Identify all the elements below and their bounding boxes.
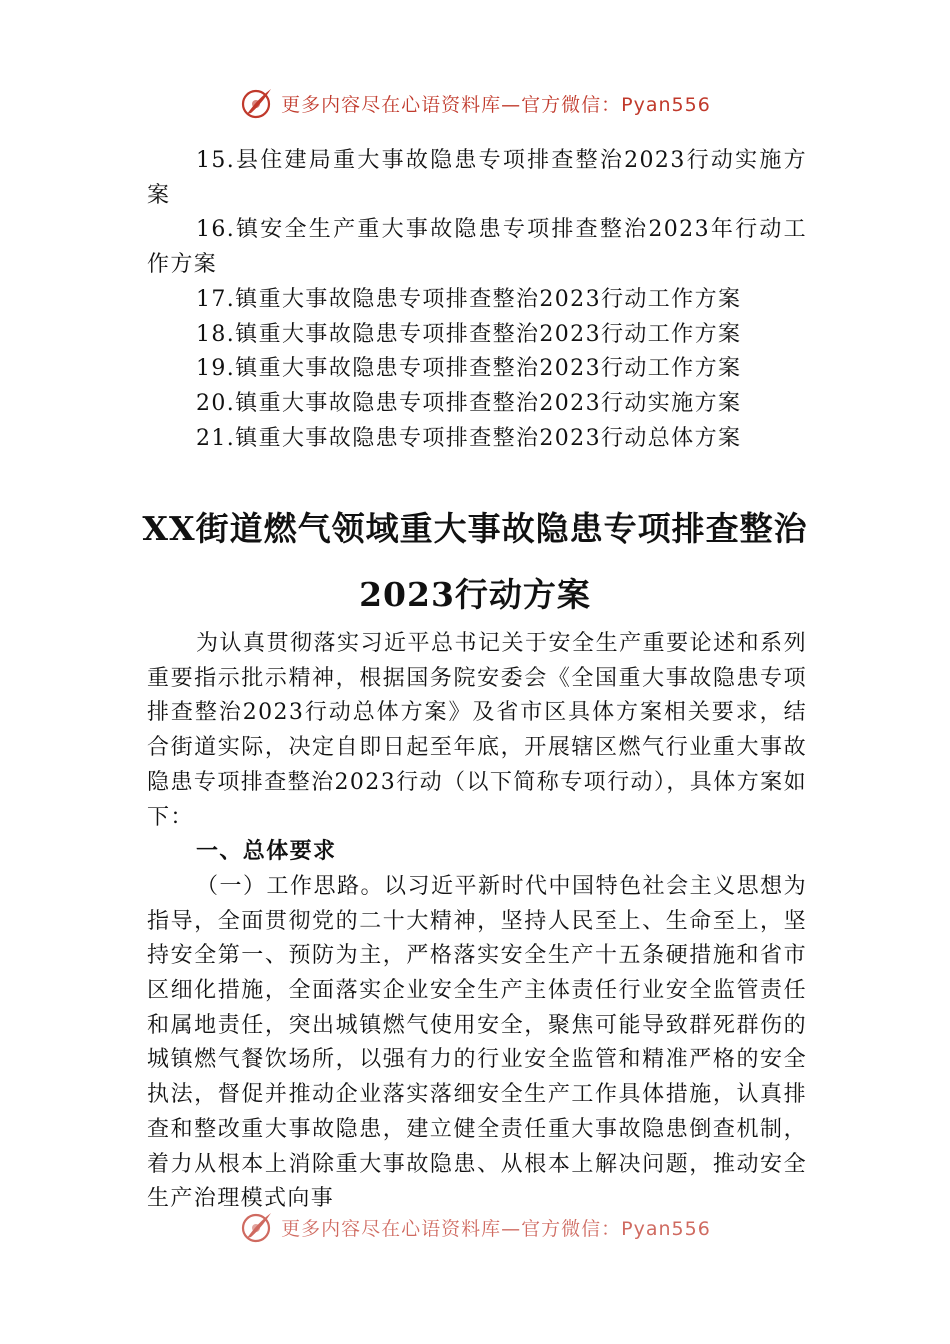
toc-item: 17.镇重大事故隐患专项排查整治2023行动工作方案 (196, 286, 742, 312)
quill-logo-icon (239, 86, 275, 120)
document-body (147, 627, 807, 1217)
paragraph-lead: （一）工作思路。 (196, 873, 385, 899)
watermark-footer (0, 1210, 950, 1244)
section-paragraph (147, 870, 807, 1217)
quill-logo-icon (239, 1210, 275, 1244)
toc-item: 21.镇重大事故隐患专项排查整治2023行动总体方案 (196, 425, 742, 451)
toc-list (147, 144, 807, 456)
toc-item: 16.镇安全生产重大事故隐患专项排查整治2023年行动工作方案 (147, 217, 807, 278)
toc-item: 15.县住建局重大事故隐患专项排查整治2023行动实施方案 (147, 148, 807, 208)
toc-item: 19.镇重大事故隐患专项排查整治2023行动工作方案 (196, 356, 742, 382)
watermark-header (0, 86, 950, 120)
paragraph-text: 以习近平新时代中国特色社会主义思想为指导，全面贯彻党的二十大精神，坚持人民至上、生命至上，坚持安全第一、预防为主，严格落实安全生产十五条硬措施和省市区细化措施，全面落实企业安全生产主体责任行业安全监管责任和属地责任，突出城镇燃气使用安全，聚焦可能导致群死群伤的城镇燃气餐饮场所，以强有力的行业安全监管和精准严格的安全执法，督促并推动企业落实落细安全生产工作具体措施，认真排查和整改重大事故隐患，建立健全责任重大事故隐患倒查机制，着力从根本上消除重大事故隐患、从根本上解决问题，推动安全生产治理模式向事 (147, 873, 807, 1212)
document-title: XX街道燃气领域重大事故隐患专项排查整治2023行动方案 (142, 509, 808, 614)
section-heading: 一、总体要求 (196, 839, 337, 865)
watermark-text: 更多内容尽在心语资料库—官方微信：Pyan556 (281, 1217, 711, 1240)
intro-paragraph: 为认真贯彻落实习近平总书记关于安全生产重要论述和系列重要指示批示精神，根据国务院安委会《全国重大事故隐患专项排查整治2023行动总体方案》及省市区具体方案相关要求，结合街道实际，决定自即日起至年底，开展辖区燃气行业重大事故隐患专项排查整治2023行动（以下简称专项行动），具体方案如下： (147, 631, 807, 830)
toc-item: 18.镇重大事故隐患专项排查整治2023行动工作方案 (196, 321, 742, 347)
toc-item: 20.镇重大事故隐患专项排查整治2023行动实施方案 (196, 390, 742, 416)
watermark-text: 更多内容尽在心语资料库—官方微信：Pyan556 (281, 93, 711, 116)
